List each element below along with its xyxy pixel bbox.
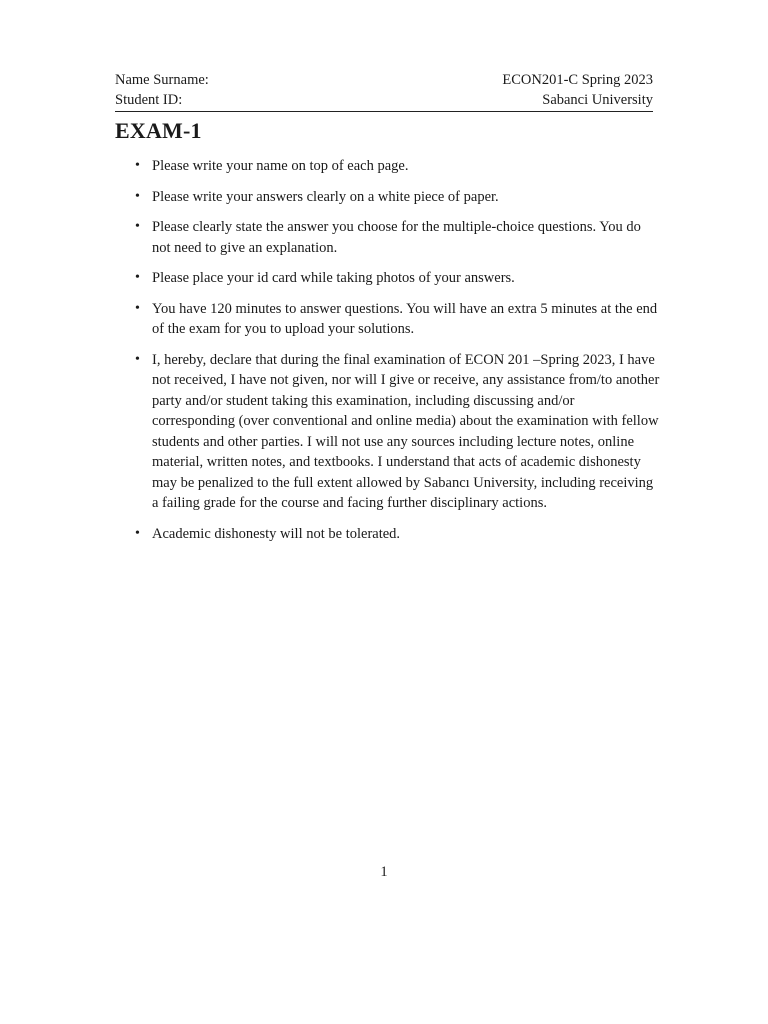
page-header <box>115 70 653 112</box>
exam-title: EXAM-1 <box>115 118 202 143</box>
instruction-item <box>133 299 661 340</box>
instruction-text: You have 120 minutes to answer questions. You will have an extra 5 minutes at the end of the exam for you to upload your solutions. <box>152 300 658 337</box>
bullet-icon: • <box>135 188 140 204</box>
instruction-text: Please write your name on top of each page. <box>152 158 409 174</box>
bullet-icon: • <box>135 158 140 173</box>
bullet-icon: • <box>135 270 140 285</box>
bullet-icon: • <box>135 525 140 541</box>
instruction-text: Please place your id card while taking photos of your answers. <box>152 270 515 286</box>
university-label: Sabanci University <box>542 92 653 108</box>
instructions-list <box>133 156 661 554</box>
instruction-item <box>133 156 661 177</box>
bullet-icon: • <box>135 300 140 316</box>
course-label: ECON201-C Spring 2023 <box>502 72 653 88</box>
instruction-text: Please clearly state the answer you choose for the multiple-choice questions. You do not need to give an explanation. <box>152 219 641 256</box>
header-row-bottom <box>115 90 653 110</box>
instruction-text: Academic dishonesty will not be tolerated. <box>152 525 401 542</box>
page-number: 1 <box>380 864 388 880</box>
header-row-top <box>115 70 653 90</box>
student-id-label: Student ID: <box>115 92 183 108</box>
bullet-icon: • <box>135 219 140 234</box>
name-surname-label: Name Surname: <box>115 72 209 88</box>
instruction-item <box>133 187 661 208</box>
instruction-item <box>133 524 661 545</box>
bullet-icon: • <box>135 351 140 367</box>
instruction-item <box>133 217 661 258</box>
instruction-item <box>133 350 661 514</box>
instruction-item <box>133 268 661 289</box>
instruction-text: I, hereby, declare that during the final examination of ECON 201 –Spring 2023, I have not received, I have not given, nor will I give or receive, any assistance from/to another party and/or student taking this examination, including discussing and/or corresponding (over conventional and online media) about the examination with fellow students and other parties. I will not use any sources including lecture notes, online material, written notes, and textbooks. I understand that acts of academic dishonesty may be penalized to the full extent allowed by Sabancı University, including receiving a failing grade for the course and facing further disciplinary actions. <box>152 351 660 511</box>
instruction-text: Please write your answers clearly on a white piece of paper. <box>152 188 499 205</box>
